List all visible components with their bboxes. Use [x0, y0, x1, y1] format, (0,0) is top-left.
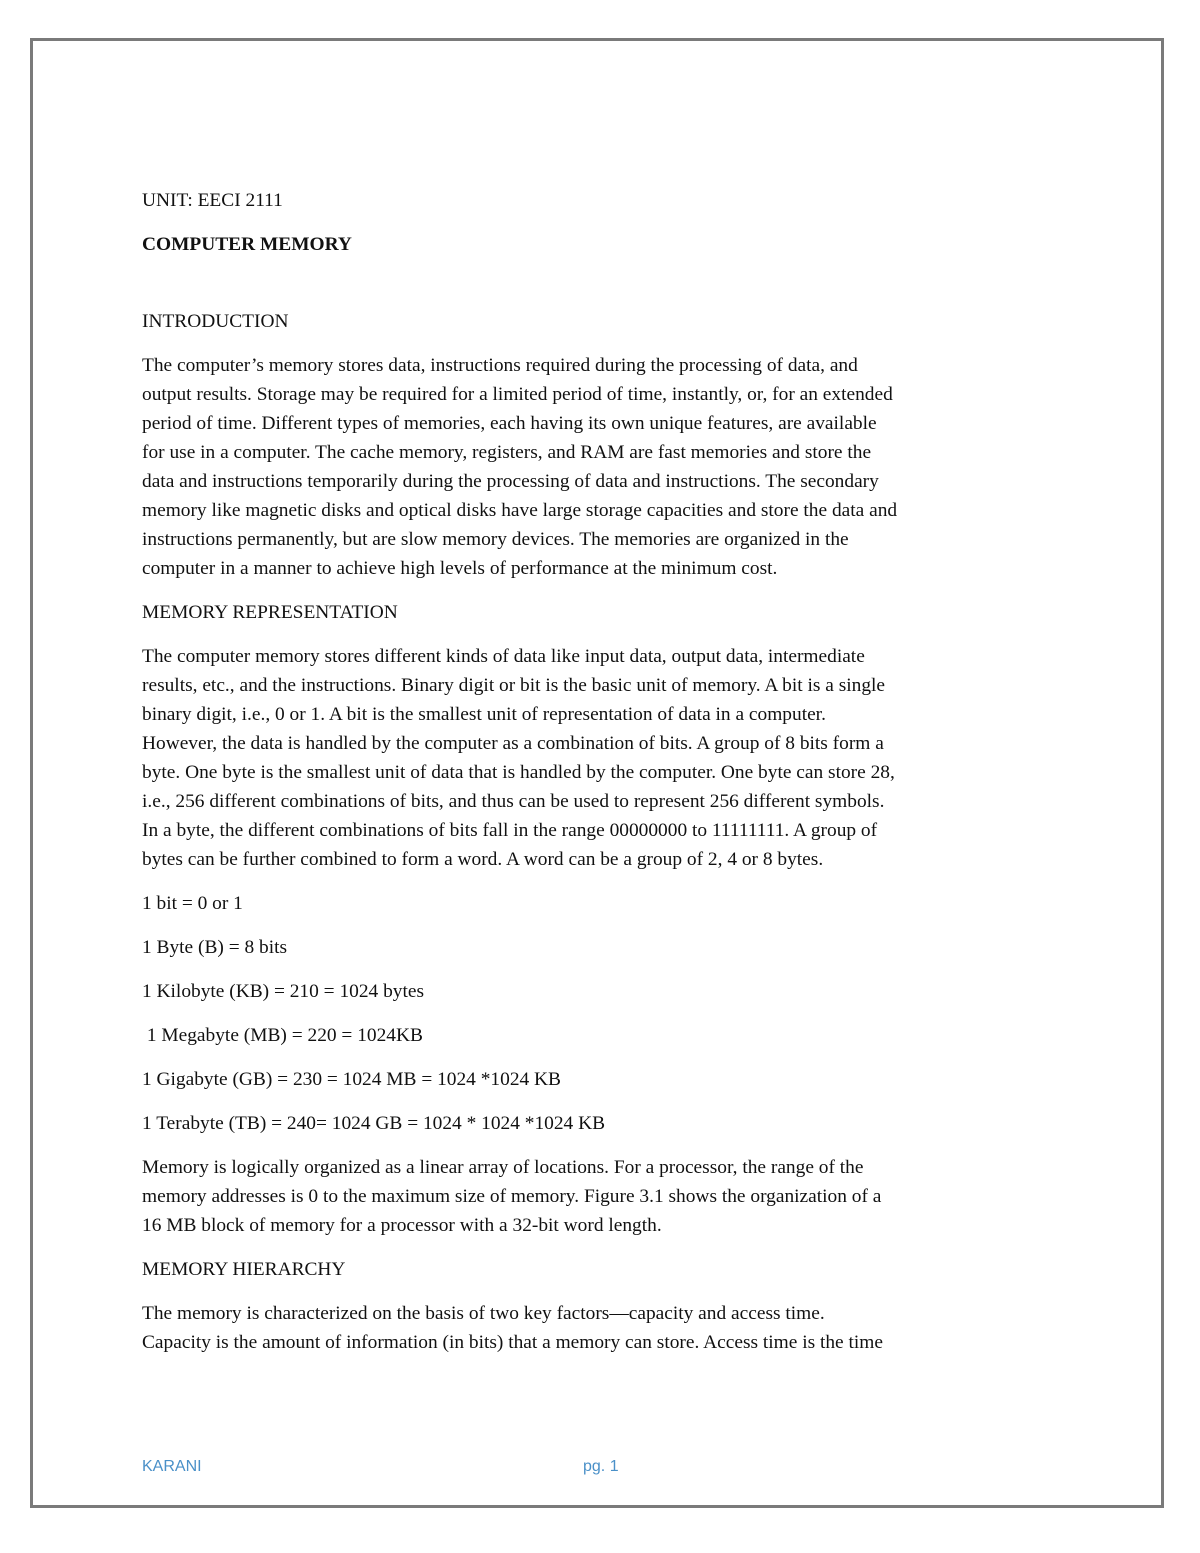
unit-definition: 1 Byte (B) = 8 bits — [142, 937, 288, 958]
representation-heading: MEMORY REPRESENTATION — [142, 602, 398, 623]
paragraph-line: results, etc., and the instructions. Binary digit or bit is the basic unit of memory. A bit is a single — [142, 675, 886, 696]
unit-definition: 1 Kilobyte (KB) = 210 = 1024 bytes — [142, 981, 425, 1002]
introduction-paragraph — [142, 351, 1072, 583]
paragraph-line: bytes can be further combined to form a word. A word can be a group of 2, 4 or 8 bytes. — [142, 849, 824, 870]
unit-definition: 1 Gigabyte (GB) = 230 = 1024 MB = 1024 *1024 KB — [142, 1069, 561, 1090]
paragraph-line: The computer’s memory stores data, instructions required during the processing of data, and — [142, 355, 858, 376]
paragraph-line: binary digit, i.e., 0 or 1. A bit is the smallest unit of representation of data in a computer. — [142, 704, 826, 725]
paragraph-line: output results. Storage may be required for a limited period of time, instantly, or, for an extended — [142, 384, 893, 405]
footer-page-number: pg. 1 — [583, 1458, 619, 1475]
paragraph-line: Capacity is the amount of information (in bits) that a memory can store. Access time is the time — [142, 1332, 883, 1353]
unit-definition: 1 Megabyte (MB) = 220 = 1024KB — [142, 1025, 423, 1046]
unit-definition: 1 bit = 0 or 1 — [142, 893, 243, 914]
unit-definition: 1 Terabyte (TB) = 240= 1024 GB = 1024 * 1024 *1024 KB — [142, 1113, 606, 1134]
representation-paragraph — [142, 642, 1072, 874]
document-title: COMPUTER MEMORY — [142, 234, 352, 255]
paragraph-line: i.e., 256 different combinations of bits, and thus can be used to represent 256 different symbols. — [142, 791, 885, 812]
paragraph-line: The computer memory stores different kinds of data like input data, output data, intermediate — [142, 646, 865, 667]
unit-code: UNIT: EECI 2111 — [142, 190, 283, 211]
introduction-heading: INTRODUCTION — [142, 311, 289, 332]
paragraph-line: for use in a computer. The cache memory, registers, and RAM are fast memories and store the — [142, 442, 872, 463]
paragraph-line: instructions permanently, but are slow memory devices. The memories are organized in the — [142, 529, 849, 550]
paragraph-line: memory addresses is 0 to the maximum size of memory. Figure 3.1 shows the organization of a — [142, 1186, 882, 1207]
paragraph-line: computer in a manner to achieve high levels of performance at the minimum cost. — [142, 558, 778, 579]
organization-paragraph — [142, 1153, 1072, 1240]
paragraph-line: In a byte, the different combinations of bits fall in the range 00000000 to 11111111. A group of — [142, 820, 878, 841]
hierarchy-heading: MEMORY HIERARCHY — [142, 1259, 346, 1280]
document-body — [142, 186, 1072, 1357]
paragraph-line: However, the data is handled by the computer as a combination of bits. A group of 8 bits form a — [142, 733, 884, 754]
footer-author: KARANI — [142, 1458, 202, 1475]
paragraph-line: data and instructions temporarily during the processing of data and instructions. The secondary — [142, 471, 879, 492]
paragraph-line: period of time. Different types of memories, each having its own unique features, are available — [142, 413, 877, 434]
paragraph-line: byte. One byte is the smallest unit of data that is handled by the computer. One byte can store 28, — [142, 762, 895, 783]
paragraph-line: The memory is characterized on the basis of two key factors—capacity and access time. — [142, 1303, 825, 1324]
hierarchy-paragraph — [142, 1299, 1072, 1357]
paragraph-line: 16 MB block of memory for a processor with a 32-bit word length. — [142, 1215, 662, 1236]
paragraph-line: memory like magnetic disks and optical disks have large storage capacities and store the data and — [142, 500, 898, 521]
paragraph-line: Memory is logically organized as a linear array of locations. For a processor, the range of the — [142, 1157, 864, 1178]
